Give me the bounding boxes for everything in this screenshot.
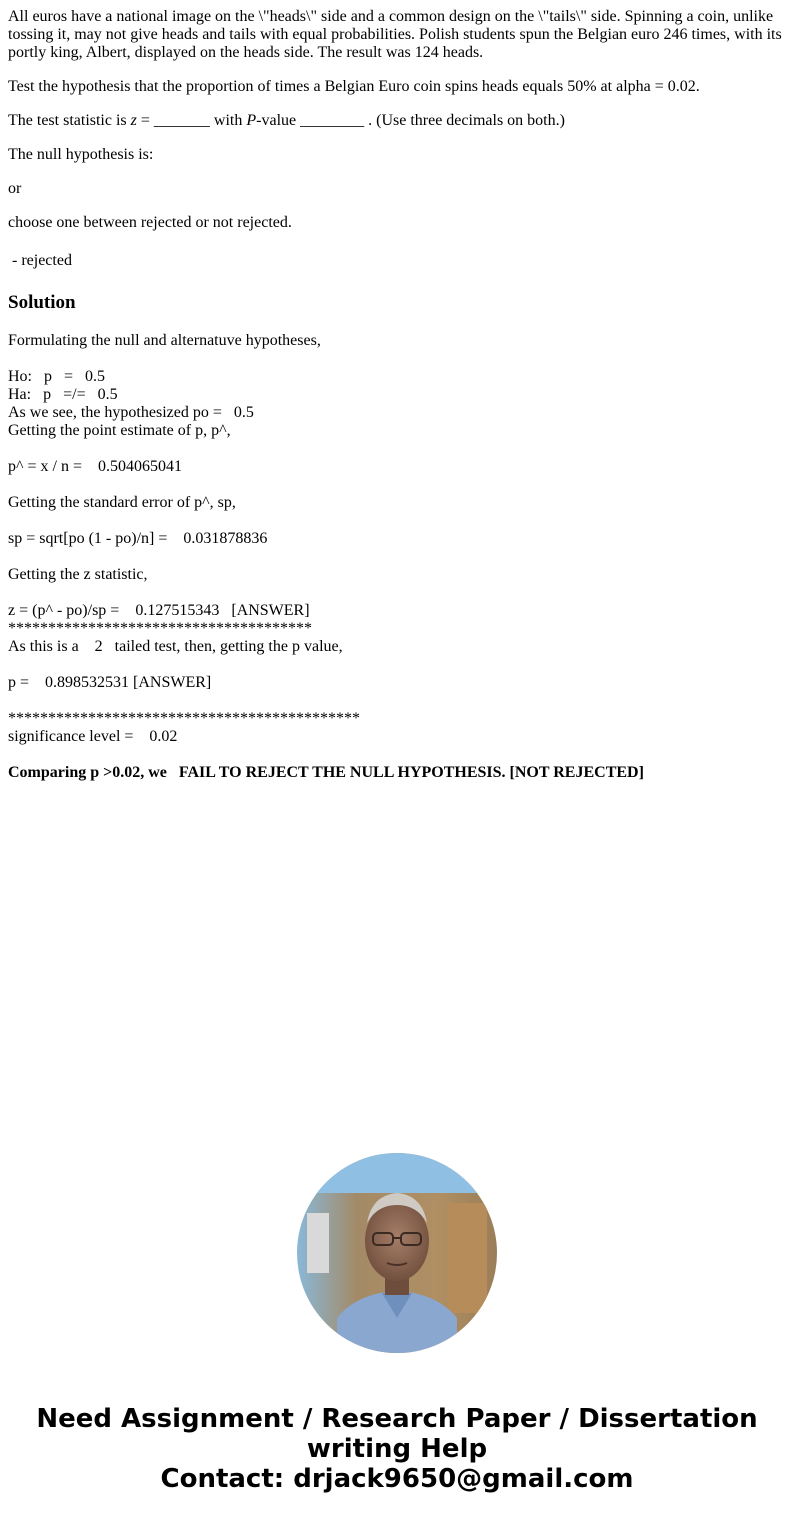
- solution-sp: sp = sqrt[po (1 - po)/n] = 0.031878836: [8, 530, 268, 547]
- answer-choice: - rejected: [8, 252, 72, 269]
- solution-heading: Solution: [8, 292, 76, 313]
- solution-hypothesized: As we see, the hypothesized po = 0.5: [8, 404, 254, 421]
- solution-stars-1: **************************************: [8, 620, 312, 637]
- solution-phat: p^ = x / n = 0.504065041: [8, 458, 182, 475]
- solution-ho: Ho: p = 0.5: [8, 368, 106, 385]
- solution-formulating: Formulating the null and alternatuve hypotheses,: [8, 332, 321, 349]
- solution-se-label: Getting the standard error of p^, sp,: [8, 494, 236, 511]
- footer-line-3: Contact: drjack9650@gmail.com: [160, 1464, 634, 1494]
- avatar: [297, 1153, 497, 1353]
- question-intro: All euros have a national image on the \"heads\" side and a common design on the \"tails\" side. Spinning a coin, unlike tossing it, may not give heads and tails with equal probabilities. Polish students spun the Belgian euro 246 times, with its portly king, Albert, displayed on the heads side. The result was 124 heads.: [8, 8, 782, 61]
- solution-significance: significance level = 0.02: [8, 728, 178, 745]
- solution-z: z = (p^ - po)/sp = 0.127515343 [ANSWER]: [8, 602, 310, 619]
- question-statistic: [8, 112, 786, 130]
- choose-text: choose one between rejected or not rejected.: [8, 214, 292, 231]
- stat-z: z: [130, 112, 137, 129]
- stat-prefix: The test statistic is: [8, 112, 131, 129]
- solution-stars-2: ********************************************: [8, 710, 360, 727]
- question-test: Test the hypothesis that the proportion of times a Belgian Euro coin spins heads equals 50% at alpha = 0.02.: [8, 78, 700, 95]
- or-text: or: [8, 180, 22, 197]
- solution-conclusion: Comparing p >0.02, we FAIL TO REJECT THE NULL HYPOTHESIS. [NOT REJECTED]: [8, 764, 644, 781]
- stat-mid: = _______ with: [136, 112, 247, 129]
- solution-p: p = 0.898532531 [ANSWER]: [8, 674, 212, 691]
- stat-suffix: -value ________ . (Use three decimals on both.): [256, 112, 565, 129]
- solution-ha: Ha: p =/= 0.5: [8, 386, 118, 403]
- footer-line-2: writing Help: [306, 1434, 488, 1464]
- solution-tailed: As this is a 2 tailed test, then, getting the p value,: [8, 638, 343, 655]
- stat-p: P: [246, 112, 257, 129]
- solution-point-estimate: Getting the point estimate of p, p^,: [8, 422, 231, 439]
- solution-z-label: Getting the z statistic,: [8, 566, 148, 583]
- null-hypothesis-label: The null hypothesis is:: [8, 146, 154, 163]
- solution-body: [8, 332, 786, 782]
- person-portrait-icon: [297, 1153, 497, 1353]
- document-body: [8, 8, 786, 782]
- footer-line-1: Need Assignment / Research Paper / Dissertation: [36, 1404, 758, 1434]
- footer-contact: [0, 1404, 794, 1494]
